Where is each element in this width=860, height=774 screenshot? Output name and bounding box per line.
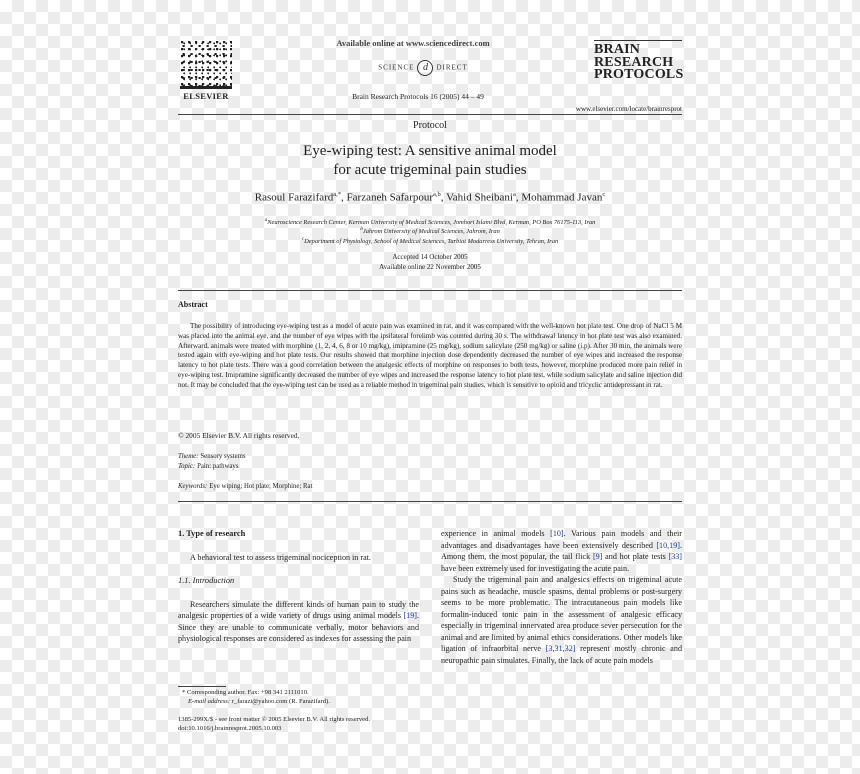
author-2: Farzaneh Safarpour [346,191,433,204]
footnote-rule [178,686,226,687]
keywords-value: Eye wiping; Hot plate; Morphine; Rat [209,483,313,490]
sciencedirect-mark-icon: d [417,60,433,76]
paragraph-introduction [178,599,419,645]
r1-text-b: . Various pain models and their advantages and disadvantages have been extensively described [441,529,683,550]
paragraph-trigeminal-pain [441,574,682,666]
abstract-top-rule [178,290,682,291]
title-line-1: Eye-wiping test: A sensitive animal model [303,143,557,159]
footnote-email [178,697,429,706]
journal-reference: Brain Research Protocols 16 (2005) 44 – 49 [352,92,484,101]
r2-text-b: represent mostly chronic and neuropathic pain simulates. Finally, the lack of acute pain models [441,644,682,666]
r2-text-a: Study the trigeminal pain and analgesics effects on trigeminal acute pains such as headache, muscle spasms, dental problems or post-surgery seems to be more problematic. The intracutaneous pain models like formalin-induced tonic pain in the assessment of analgesic efficacy especially in trigeminal innervated area produce sever persecution for the animal and are limited by animal ethics considerations. Other models like ligation of infraorbital nerve [441,575,682,654]
abstract-body: The possibility of introducing eye-wiping test as a model of acute pain was examined in rat, and it was compared with the well-known hot plate test. One drop of NaCl 5 M was placed into the animal eye, and the number of eye wipes with the ipsilateral forelimb was counted during 30 s. The withdrawal latency in hot plate test was also examined. Afterward, animals were treated with morphine (1, 2, 4, 6, 8 or 10 mg/kg), imipramine (25 mg/kg), sodium salicylate (250 mg/kg) or saline (i.p). After 30 min, the animals were tested again with eye-wiping and hot plate tests. Our results showed that morphine injection dose dependently decreased the number of eye wipes and increased the response latency to hot plate tests. There was a good correlation between the analgesic effects of morphine on responses to both tests, however, morphine produced more pain relief in eye-wiping test. Imipramine significantly decreased the number of eye wipes and increased the response latency to hot plate test, while sodium salicylate and saline injection did not. It may be concluded that the eye-wiping test can be used as a reliable method in trigeminal pain studies, which is sensitive to opioid and tricyclic antidepressant in rat. [178,322,682,389]
section-label: Protocol [413,120,447,131]
abstract-copyright: © 2005 Elsevier B.V. All rights reserved. [178,431,300,440]
citation-link[interactable]: [19] [403,611,417,621]
issn-line: 1385-299X/$ - see front matter © 2005 Elsevier B.V. All rights reserved. [178,716,371,723]
journal-brand [594,40,682,82]
author-3-sup[interactable]: a [512,191,516,198]
author-list: Rasoul Farazifard$^{a,*}$, Farzaneh Safarpour$^{a,b}$, Vahid Sheibani$^a$, Mohammad Javan$^c$ [254,191,606,204]
availability-line: Available online at www.sciencedirect.com [336,38,490,48]
r1-text-e: have been extremely used for investigating the acute pain. [441,563,630,573]
intro-text-a: Researchers simulate the different kinds of human pain to study the analgesic properties of a wide variety of drugs using animal models [178,599,419,621]
journal-url[interactable]: www.elsevier.com/locate/brainresprot [575,105,682,113]
topic-label: Topic: [178,463,196,470]
affiliation-b [178,226,682,235]
citation-link[interactable]: [9] [592,552,603,562]
accepted-date: Accepted 14 October 2005 [392,253,468,261]
affiliation-c-sup: c [301,236,305,242]
r1-text-d: and hot plate tests [602,552,669,562]
theme-label: Theme: [178,453,199,460]
citation-link[interactable]: [3,31,32] [545,644,576,654]
left-column [178,528,419,645]
publisher-name: ELSEVIER [183,91,229,101]
sciencedirect-right: DIRECT [436,63,468,72]
sciencedirect-left: SCIENCE [378,63,415,72]
affiliation-b-sup: b [360,226,363,232]
online-date: Available online 22 November 2005 [379,263,481,271]
theme-value: Sensory systems [200,453,246,460]
elsevier-tree-icon [180,40,232,89]
brand-line-3: PROTOCOLS [594,67,684,82]
elsevier-logo [178,40,234,104]
paragraph-pain-models [441,528,682,574]
heading-introduction: 1.1. Introduction [178,576,235,586]
affiliation-a-text: Neuroscience Research Center, Kerman University of Medical Sciences, Jomhori Islami Blvd, Kerman, PO Box 76175-113, Iran [267,219,596,227]
sciencedirect-logo [358,60,488,76]
affiliation-b-text: Jahrom University of Medical Sciences, Jahrom, Iran [362,228,500,236]
intro-text-b: . Since they are unable to communicate verbally, motor behaviors and physiological responses are considered as indexes for assessing the pain [178,611,419,644]
keywords-label: Keywords: [178,483,208,490]
keywords-line [178,483,312,490]
author-1: Rasoul Farazifard [254,191,334,204]
topic-value: Pain: pathways [197,463,239,470]
author-1-sup[interactable]: a,* [333,191,342,198]
article-title [218,142,642,180]
affiliation-a-sup: a [264,217,268,223]
title-line-2: for acute trigeminal pain studies [333,162,527,178]
abstract-bottom-rule [178,501,682,502]
citation-link[interactable]: [10,19] [656,540,680,550]
r1-text-c: . Among them, the most popular, the tail flick [441,540,682,562]
article-page [178,38,682,738]
affiliation-c-text: Department of Physiology, School of Medical Sciences, Tarbiat Modarress University, Tehran, Iran [304,238,559,246]
affiliation-a [178,217,682,226]
right-column [441,528,682,667]
author-4: Mohammad Javan [521,191,603,204]
r1-text-a: experience in animal models [441,529,551,538]
abstract-heading: Abstract [178,300,208,309]
heading-type-of-research: 1. Type of research [178,529,246,538]
email-address[interactable]: r_farazi@yahoo.com (R. Farazifard). [231,698,330,705]
author-2-sup[interactable]: a,b [432,191,441,198]
citation-link[interactable]: [10] [550,529,564,538]
citation-link[interactable]: [33] [668,552,682,562]
brand-line-2: RESEARCH [594,54,674,70]
brand-line-1: BRAIN [594,42,641,57]
footnote-corresponding: * Corresponding author. Fax: +98 341 2111010. [182,689,309,696]
author-3: Vahid Sheibani [446,191,513,204]
paragraph-type-of-research: A behavioral test to assess trigeminal nociception in rat. [190,552,371,562]
author-4-sup[interactable]: c [602,191,606,198]
header-rule [178,114,682,115]
theme-line [178,453,246,460]
topic-line [178,463,238,470]
doi-line[interactable]: doi:10.1016/j.brainresprot.2005.10.003 [178,725,282,732]
email-label: E-mail address: [188,698,231,705]
affiliation-c [178,236,682,245]
